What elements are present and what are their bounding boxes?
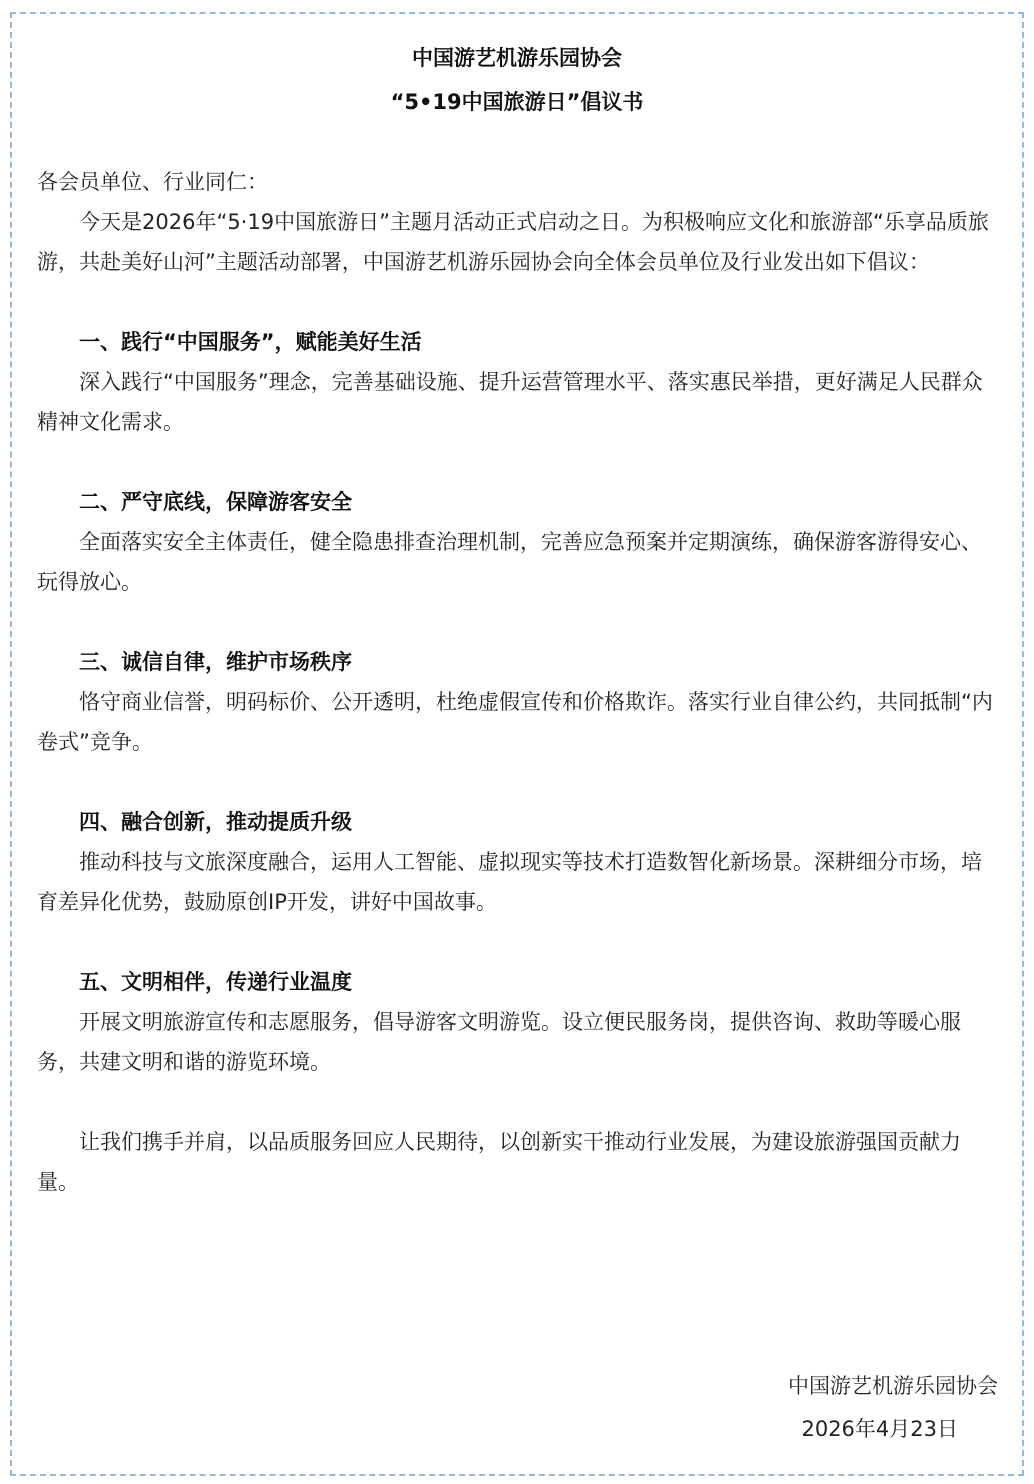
section-heading-2: 二、严守底线，保障游客安全 <box>79 490 352 514</box>
closing-paragraph: 让我们携手并肩，以品质服务回应人民期待，以创新实干推动行业发展，为建设旅游强国贡献力量。 <box>37 1130 961 1194</box>
salutation: 各会员单位、行业同仁： <box>37 170 268 194</box>
spacer <box>37 1082 999 1122</box>
section-heading-4: 四、融合创新，推动提质升级 <box>79 810 352 834</box>
document-title: “5•19中国旅游日”倡议书 <box>390 90 644 114</box>
spacer <box>37 442 999 482</box>
section-body-1: 深入践行“中国服务”理念，完善基础设施、提升运营管理水平、落实惠民举措，更好满足人民群众精神文化需求。 <box>37 370 983 434</box>
section-body-3: 恪守商业信誉，明码标价、公开透明，杜绝虚假宣传和价格欺诈。落实行业自律公约，共同抵制“内卷式”竞争。 <box>37 690 993 754</box>
section-heading-1: 一、践行“中国服务”，赋能美好生活 <box>79 330 422 354</box>
signature-org: 中国游艺机游乐园协会 <box>788 1374 998 1398</box>
signature-date: 2026年4月23日 <box>801 1417 958 1441</box>
spacer <box>37 762 999 802</box>
document-body <box>37 162 999 1202</box>
section-body-2: 全面落实安全主体责任，健全隐患排查治理机制，完善应急预案并定期演练，确保游客游得安心、玩得放心。 <box>37 530 982 594</box>
section-heading-3: 三、诚信自律，维护市场秩序 <box>79 650 352 674</box>
intro-paragraph: 今天是2026年“5·19中国旅游日”主题月活动正式启动之日。为积极响应文化和旅游部“乐享品质旅游，共赴美好山河”主题活动部署，中国游艺机游乐园协会向全体会员单位及行业发出如下倡议： <box>37 210 989 274</box>
section-body-4: 推动科技与文旅深度融合，运用人工智能、虚拟现实等技术打造数智化新场景。深耕细分市场，培育差异化优势，鼓励原创IP开发，讲好中国故事。 <box>37 850 982 914</box>
section-heading-5: 五、文明相伴，传递行业温度 <box>79 970 352 994</box>
section-body-5: 开展文明旅游宣传和志愿服务，倡导游客文明游览。设立便民服务岗，提供咨询、救助等暖心服务，共建文明和谐的游览环境。 <box>37 1010 961 1074</box>
document-org-title: 中国游艺机游乐园协会 <box>412 46 622 70</box>
spacer <box>37 282 999 322</box>
spacer <box>37 602 999 642</box>
spacer <box>37 922 999 962</box>
